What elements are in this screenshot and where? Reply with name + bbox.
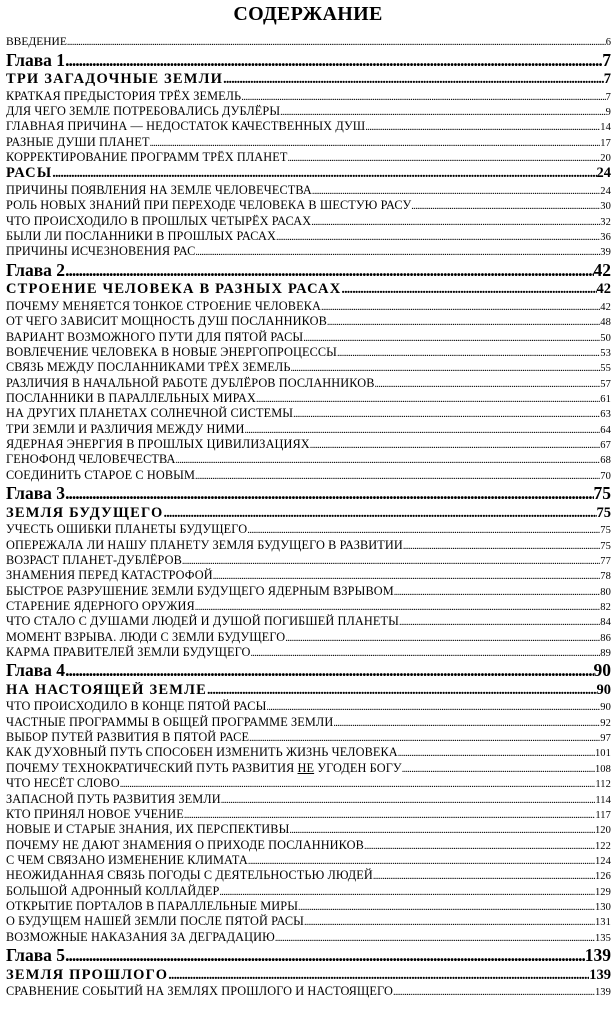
dot-leader <box>248 854 595 869</box>
page-number: 67 <box>600 440 611 451</box>
page-number: 135 <box>594 932 611 944</box>
toc-section[interactable] <box>6 71 611 88</box>
page-number: 50 <box>600 332 611 344</box>
page-number: 90 <box>593 660 611 681</box>
toc-entry-title <box>6 761 402 776</box>
toc-entry-title-part: УГОДЕН БОГУ <box>314 760 402 775</box>
toc-entry[interactable] <box>6 553 611 569</box>
dot-leader <box>293 407 600 422</box>
dot-leader <box>150 136 601 151</box>
toc-entry[interactable] <box>6 183 611 199</box>
dot-leader <box>364 839 595 854</box>
page-number: 17 <box>600 137 611 149</box>
page-number: 70 <box>600 470 611 482</box>
dot-leader <box>195 600 601 615</box>
toc-entry-title: СРАВНЕНИЕ СОБЫТИЙ НА ЗЕМЛЯХ ПРОШЛОГО И НАСТОЯЩЕГО <box>6 984 393 999</box>
toc-entry-title: ВВЕДЕНИЕ <box>6 36 67 48</box>
toc-entry-title: РОЛЬ НОВЫХ ЗНАНИЙ ПРИ ПЕРЕХОДЕ ЧЕЛОВЕКА В ШЕСТУЮ РАСУ <box>6 198 412 213</box>
page-number: 139 <box>594 987 611 999</box>
dot-leader <box>290 361 600 376</box>
toc-entry-title: ЧТО СТАЛО С ДУШАМИ ЛЮДЕЙ И ДУШОЙ ПОГИБШЕЙ ПЛАНЕТЫ <box>6 614 399 629</box>
dot-leader <box>312 184 600 199</box>
toc-entry-title: ПОСЛАННИКИ В ПАРАЛЛЕЛЬНЫХ МИРАХ <box>6 390 256 405</box>
toc-entry[interactable] <box>6 792 611 808</box>
page-number: 75 <box>596 504 611 521</box>
dot-leader <box>195 245 600 260</box>
toc-entry-title: РАСЫ <box>6 165 53 182</box>
toc-entry-title: ПРИЧИНЫ ИСЧЕЗНОВЕНИЯ РАС <box>6 244 196 259</box>
page-number: 89 <box>600 647 611 659</box>
dot-leader <box>393 985 595 1000</box>
page-number: 6 <box>605 37 611 48</box>
toc-entry-title: ВЫБОР ПУТЕЙ РАЗВИТИЯ В ПЯТОЙ РАСЕ <box>6 730 250 745</box>
page-number: 130 <box>594 901 611 913</box>
toc-entry-title-underlined: НЕ <box>297 760 315 775</box>
page-number: 7 <box>605 91 611 103</box>
toc-entry[interactable] <box>6 745 611 761</box>
toc-entry-title: СТРОЕНИЕ ЧЕЛОВЕКА В РАЗНЫХ РАСАХ <box>6 281 342 298</box>
page-number: 75 <box>600 525 611 537</box>
page-number: 92 <box>600 717 611 729</box>
dot-leader <box>375 377 601 392</box>
toc-entry-title: ОПЕРЕЖАЛА ЛИ НАШУ ПЛАНЕТУ ЗЕМЛЯ БУДУЩЕГО В РАЗВИТИИ <box>6 537 403 552</box>
toc-entry-title: НА ДРУГИХ ПЛАНЕТАХ СОЛНЕЧНОЙ СИСТЕМЫ <box>6 406 294 421</box>
toc-entry-title: ЗЕМЛЯ БУДУЩЕГО <box>6 504 164 521</box>
page-number: 78 <box>600 571 611 583</box>
toc-entry-title: СВЯЗЬ МЕЖДУ ПОСЛАННИКАМИ ТРЁХ ЗЕМЕЛЬ <box>6 360 291 375</box>
page-number: 63 <box>600 409 611 421</box>
dot-leader <box>403 539 600 554</box>
toc-entry[interactable] <box>6 584 611 600</box>
dot-leader <box>311 215 600 230</box>
dot-leader <box>219 885 595 900</box>
toc-entry[interactable] <box>6 214 611 230</box>
toc-entry-title: ТРИ ЗАГАДОЧНЫЕ ЗЕМЛИ <box>6 71 224 88</box>
toc-section[interactable] <box>6 505 611 522</box>
toc-entry-title: КОРРЕКТИРОВАНИЕ ПРОГРАММ ТРЁХ ПЛАНЕТ <box>6 150 288 165</box>
toc-entry[interactable] <box>6 314 611 330</box>
page-number: 77 <box>600 555 611 567</box>
toc-entry-title: СТАРЕНИЕ ЯДЕРНОГО ОРУЖИЯ <box>6 598 195 613</box>
dot-leader <box>310 438 601 453</box>
toc-entry[interactable] <box>6 150 611 166</box>
dot-leader <box>337 346 600 361</box>
toc-entry-title: ЗАПАСНОЙ ПУТЬ РАЗВИТИЯ ЗЕМЛИ <box>6 791 221 806</box>
page-number: 139 <box>589 966 611 983</box>
toc-section[interactable] <box>6 165 611 182</box>
toc-chapter[interactable] <box>6 50 611 70</box>
page-number: 129 <box>594 886 611 898</box>
toc-entry-title: НА НАСТОЯЩЕЙ ЗЕМЛЕ <box>6 681 207 698</box>
page-number: 24 <box>600 185 611 197</box>
page-number: 36 <box>600 232 611 243</box>
page-number: 64 <box>600 424 611 436</box>
toc-entry-title: КАРМА ПРАВИТЕЛЕЙ ЗЕМЛИ БУДУЩЕГО <box>6 644 251 659</box>
toc-entry-title: ВОЗРАСТ ПЛАНЕТ-ДУБЛЁРОВ <box>6 552 182 567</box>
dot-leader <box>327 315 600 330</box>
dot-leader <box>276 230 600 245</box>
dot-leader <box>52 165 596 182</box>
dot-leader <box>182 554 600 569</box>
toc-entry-title: КРАТКАЯ ПРЕДЫСТОРИЯ ТРЁХ ЗЕМЕЛЬ <box>6 88 242 103</box>
page-number: 131 <box>594 917 611 929</box>
toc-entry-title-part: ПОЧЕМУ ТЕХНОКРАТИЧЕСКИЙ ПУТЬ РАЗВИТИЯ <box>6 760 298 775</box>
page-number: 126 <box>594 871 611 883</box>
toc-entry[interactable] <box>6 899 611 915</box>
toc-entry[interactable] <box>6 853 611 869</box>
page-title: СОДЕРЖАНИЕ <box>233 3 383 25</box>
dot-leader <box>411 199 600 214</box>
page-number: 14 <box>600 122 611 134</box>
dot-leader <box>298 900 595 915</box>
page-number: 122 <box>594 840 611 852</box>
dot-leader <box>285 631 600 646</box>
toc-entry-title: ГЛАВНАЯ ПРИЧИНА — НЕДОСТАТОК КАЧЕСТВЕННЫХ ДУШ <box>6 119 366 134</box>
toc-entry[interactable] <box>6 422 611 438</box>
toc-entry[interactable] <box>6 135 611 151</box>
page-number: 39 <box>600 247 611 259</box>
toc-entry-title: ОТ ЧЕГО ЗАВИСИТ МОЩНОСТЬ ДУШ ПОСЛАННИКОВ <box>6 314 327 329</box>
dot-leader <box>213 569 601 584</box>
page-number: 53 <box>600 347 611 359</box>
toc-intro[interactable] <box>6 35 611 50</box>
page-number: 90 <box>600 702 611 714</box>
page-number: 97 <box>600 733 611 745</box>
toc-entry[interactable] <box>6 89 611 105</box>
toc-entry-title: ЗНАМЕНИЯ ПЕРЕД КАТАСТРОФОЙ <box>6 568 213 583</box>
page-number: 9 <box>605 107 611 118</box>
toc-chapter[interactable] <box>6 260 611 280</box>
page-number: 42 <box>600 301 611 313</box>
toc-entry[interactable] <box>6 538 611 554</box>
dot-leader <box>244 423 600 438</box>
toc-section[interactable] <box>6 682 611 699</box>
toc-entry[interactable] <box>6 376 611 392</box>
toc-entry[interactable] <box>6 299 611 315</box>
page-number: 32 <box>600 216 611 228</box>
dot-leader <box>247 523 600 538</box>
toc-entry[interactable] <box>6 930 611 946</box>
dot-leader <box>221 793 596 808</box>
dot-leader <box>223 71 604 88</box>
toc-entry-title: ЯДЕРНАЯ ЭНЕРГИЯ В ПРОШЛЫХ ЦИВИЛИЗАЦИЯХ <box>6 437 310 451</box>
page-number: 20 <box>600 153 611 165</box>
toc-entry-title: ВОЗМОЖНЫЕ НАКАЗАНИЯ ЗА ДЕГРАДАЦИЮ <box>6 929 275 944</box>
toc-entry-title: НЕОЖИДАННАЯ СВЯЗЬ ПОГОДЫ С ДЕЯТЕЛЬНОСТЬЮ ЛЮДЕЙ <box>6 868 373 883</box>
toc-entry[interactable] <box>6 229 611 245</box>
dot-leader <box>394 585 601 600</box>
page-number: 42 <box>596 281 611 298</box>
page-number: 55 <box>600 363 611 375</box>
toc-entry-title: ПОЧЕМУ МЕНЯЕТСЯ ТОНКОЕ СТРОЕНИЕ ЧЕЛОВЕКА <box>6 298 321 313</box>
toc-chapter[interactable] <box>6 945 611 965</box>
toc-entry-title: ВОВЛЕЧЕНИЕ ЧЕЛОВЕКА В НОВЫЕ ЭНЕРГОПРОЦЕССЫ <box>6 344 337 359</box>
toc-entry[interactable] <box>6 761 611 777</box>
page-number: 120 <box>594 825 611 837</box>
dot-leader <box>266 700 600 715</box>
dot-leader <box>304 915 595 930</box>
toc-entry[interactable] <box>6 406 611 422</box>
dot-leader <box>287 151 600 166</box>
toc-entry[interactable] <box>6 645 611 661</box>
dot-leader <box>398 746 595 761</box>
dot-leader <box>280 105 605 120</box>
page-number: 112 <box>595 779 611 791</box>
dot-leader <box>399 615 600 630</box>
dot-leader <box>321 300 600 315</box>
toc-entry[interactable] <box>6 699 611 715</box>
toc-entry-title: ПРИЧИНЫ ПОЯВЛЕНИЯ НА ЗЕМЛЕ ЧЕЛОВЕЧЕСТВА <box>6 182 312 197</box>
toc-entry-title: ЧАСТНЫЕ ПРОГРАММЫ В ОБЩЕЙ ПРОГРАММЕ ЗЕМЛИ <box>6 714 334 729</box>
toc-entry[interactable] <box>6 868 611 884</box>
dot-leader <box>195 469 600 484</box>
dot-leader <box>164 505 597 522</box>
page-number: 75 <box>593 483 611 503</box>
page-number: 86 <box>600 632 611 644</box>
toc-entry-title: БЫСТРОЕ РАЗРУШЕНИЕ ЗЕМЛИ БУДУЩЕГО ЯДЕРНЫМ ВЗРЫВОМ <box>6 583 394 598</box>
dot-leader <box>207 682 597 699</box>
toc-entry-title: ВАРИАНТ ВОЗМОЖНОГО ПУТИ ДЛЯ ПЯТОЙ РАСЫ <box>6 329 304 344</box>
page-number: 30 <box>600 201 611 213</box>
page-number: 90 <box>596 681 611 698</box>
page-number: 48 <box>600 317 611 329</box>
page-number: 42 <box>593 259 611 280</box>
toc-section[interactable] <box>6 281 611 298</box>
toc-entry-title: КТО ПРИНЯЛ НОВОЕ УЧЕНИЕ <box>6 806 184 821</box>
toc-entry[interactable] <box>6 884 611 900</box>
toc-entry-title: С ЧЕМ СВЯЗАНО ИЗМЕНЕНИЕ КЛИМАТА <box>6 852 248 867</box>
dot-leader <box>249 731 600 746</box>
dot-leader <box>65 945 585 965</box>
page-number: 80 <box>600 586 611 598</box>
toc-chapter[interactable] <box>6 483 611 503</box>
toc-entry-title: СОЕДИНИТЬ СТАРОЕ С НОВЫМ <box>6 467 196 482</box>
dot-leader <box>65 260 593 280</box>
dot-leader <box>251 646 601 661</box>
page-number: 139 <box>584 945 611 965</box>
page-number: 124 <box>594 855 611 867</box>
toc-entry-title: ПОЧЕМУ НЕ ДАЮТ ЗНАМЕНИЯ О ПРИХОДЕ ПОСЛАННИКОВ <box>6 837 364 852</box>
toc-entry-title: Глава 4 <box>6 660 66 681</box>
dot-leader <box>67 36 606 50</box>
toc-entry[interactable] <box>6 119 611 135</box>
dot-leader <box>373 869 595 884</box>
toc-entry[interactable] <box>6 468 611 484</box>
toc-entry-title: ЧТО ПРОИСХОДИЛО В КОНЦЕ ПЯТОЙ РАСЫ <box>6 699 267 714</box>
toc-entry-title: ЧТО ПРОИСХОДИЛО В ПРОШЛЫХ ЧЕТЫРЁХ РАСАХ <box>6 213 312 228</box>
dot-leader <box>65 50 602 70</box>
page-number: 84 <box>600 617 611 629</box>
toc-entry-title: Глава 2 <box>6 259 66 280</box>
toc-entry-title: ДЛЯ ЧЕГО ЗЕМЛЕ ПОТРЕБОВАЛИСЬ ДУБЛЁРЫ <box>6 104 281 118</box>
dot-leader <box>168 967 589 984</box>
dot-leader <box>303 331 600 346</box>
toc-entry[interactable] <box>6 360 611 376</box>
toc-entry[interactable] <box>6 807 611 823</box>
page-number: 75 <box>600 540 611 552</box>
dot-leader <box>333 716 600 731</box>
toc-entry[interactable] <box>6 437 611 453</box>
dot-leader <box>402 762 595 777</box>
toc-entry-title: БОЛЬШОЙ АДРОННЫЙ КОЛЛАЙДЕР <box>6 883 220 898</box>
toc-entry[interactable] <box>6 198 611 214</box>
dot-leader <box>365 120 600 135</box>
toc-entry-title: Глава 3 <box>6 483 66 503</box>
toc-entry[interactable] <box>6 345 611 361</box>
toc-entry-title: БЫЛИ ЛИ ПОСЛАННИКИ В ПРОШЛЫХ РАСАХ <box>6 229 276 243</box>
page-number: 24 <box>596 165 611 182</box>
toc-entry[interactable] <box>6 391 611 407</box>
dot-leader <box>275 931 595 946</box>
dot-leader <box>120 777 596 792</box>
toc-entry-title: Глава 5 <box>6 945 66 965</box>
toc-section[interactable] <box>6 967 611 984</box>
toc-entry-title: Глава 1 <box>6 49 66 70</box>
toc-entry[interactable] <box>6 730 611 746</box>
toc-entry[interactable] <box>6 630 611 646</box>
page-number: 114 <box>595 794 611 806</box>
page-number: 108 <box>594 763 611 775</box>
toc-entry[interactable] <box>6 244 611 260</box>
page-number: 101 <box>594 748 611 760</box>
dot-leader <box>289 823 595 838</box>
toc-entry[interactable] <box>6 914 611 930</box>
toc-entry[interactable] <box>6 568 611 584</box>
dot-leader <box>241 90 605 105</box>
toc-entry[interactable] <box>6 715 611 731</box>
toc-entry[interactable] <box>6 984 611 1000</box>
toc-entry[interactable] <box>6 522 611 538</box>
dot-leader <box>65 483 593 503</box>
dot-leader <box>176 453 601 468</box>
toc-entry-title: КАК ДУХОВНЫЙ ПУТЬ СПОСОБЕН ИЗМЕНИТЬ ЖИЗНЬ ЧЕЛОВЕКА <box>6 745 398 760</box>
dot-leader <box>184 808 596 823</box>
toc-entry[interactable] <box>6 330 611 346</box>
toc-entry-title: РАЗЛИЧИЯ В НАЧАЛЬНОЙ РАБОТЕ ДУБЛЁРОВ ПОСЛАННИКОВ <box>6 375 375 390</box>
toc-entry-title: ЧТО НЕСЁТ СЛОВО <box>6 776 120 791</box>
toc-entry[interactable] <box>6 452 611 468</box>
dot-leader <box>341 281 596 298</box>
page-number: 57 <box>600 378 611 390</box>
toc-entry[interactable] <box>6 614 611 630</box>
toc-entry-title: ЗЕМЛЯ ПРОШЛОГО <box>6 966 169 983</box>
dot-leader <box>65 660 593 680</box>
page-number: 7 <box>603 71 611 88</box>
page-number: 7 <box>602 49 611 70</box>
toc-entry-title: УЧЕСТЬ ОШИБКИ ПЛАНЕТЫ БУДУЩЕГО <box>6 522 248 537</box>
toc-entry-title: РАЗНЫЕ ДУШИ ПЛАНЕТ <box>6 134 150 149</box>
toc-entry[interactable] <box>6 822 611 838</box>
toc-entry[interactable] <box>6 599 611 615</box>
page-number: 61 <box>600 393 611 405</box>
toc-entry[interactable] <box>6 776 611 792</box>
toc-entry-title: ОТКРЫТИЕ ПОРТАЛОВ В ПАРАЛЛЕЛЬНЫЕ МИРЫ <box>6 898 299 913</box>
toc-entry-title: ГЕНОФОНД ЧЕЛОВЕЧЕСТВА <box>6 452 176 467</box>
toc-chapter[interactable] <box>6 660 611 680</box>
toc-entry[interactable] <box>6 838 611 854</box>
dot-leader <box>256 392 600 407</box>
toc-entry[interactable] <box>6 104 611 120</box>
toc-entry-title: ТРИ ЗЕМЛИ И РАЗЛИЧИЯ МЕЖДУ НИМИ <box>6 421 245 436</box>
toc-entry-title: НОВЫЕ И СТАРЫЕ ЗНАНИЯ, ИХ ПЕРСПЕКТИВЫ <box>6 822 290 837</box>
toc-entry-title: МОМЕНТ ВЗРЫВА. ЛЮДИ С ЗЕМЛИ БУДУЩЕГО <box>6 629 286 644</box>
toc-entry-title: О БУДУЩЕМ НАШЕЙ ЗЕМЛИ ПОСЛЕ ПЯТОЙ РАСЫ <box>6 914 305 929</box>
page-number: 82 <box>600 601 611 613</box>
page-number: 68 <box>600 455 611 467</box>
page-number: 117 <box>595 809 611 821</box>
